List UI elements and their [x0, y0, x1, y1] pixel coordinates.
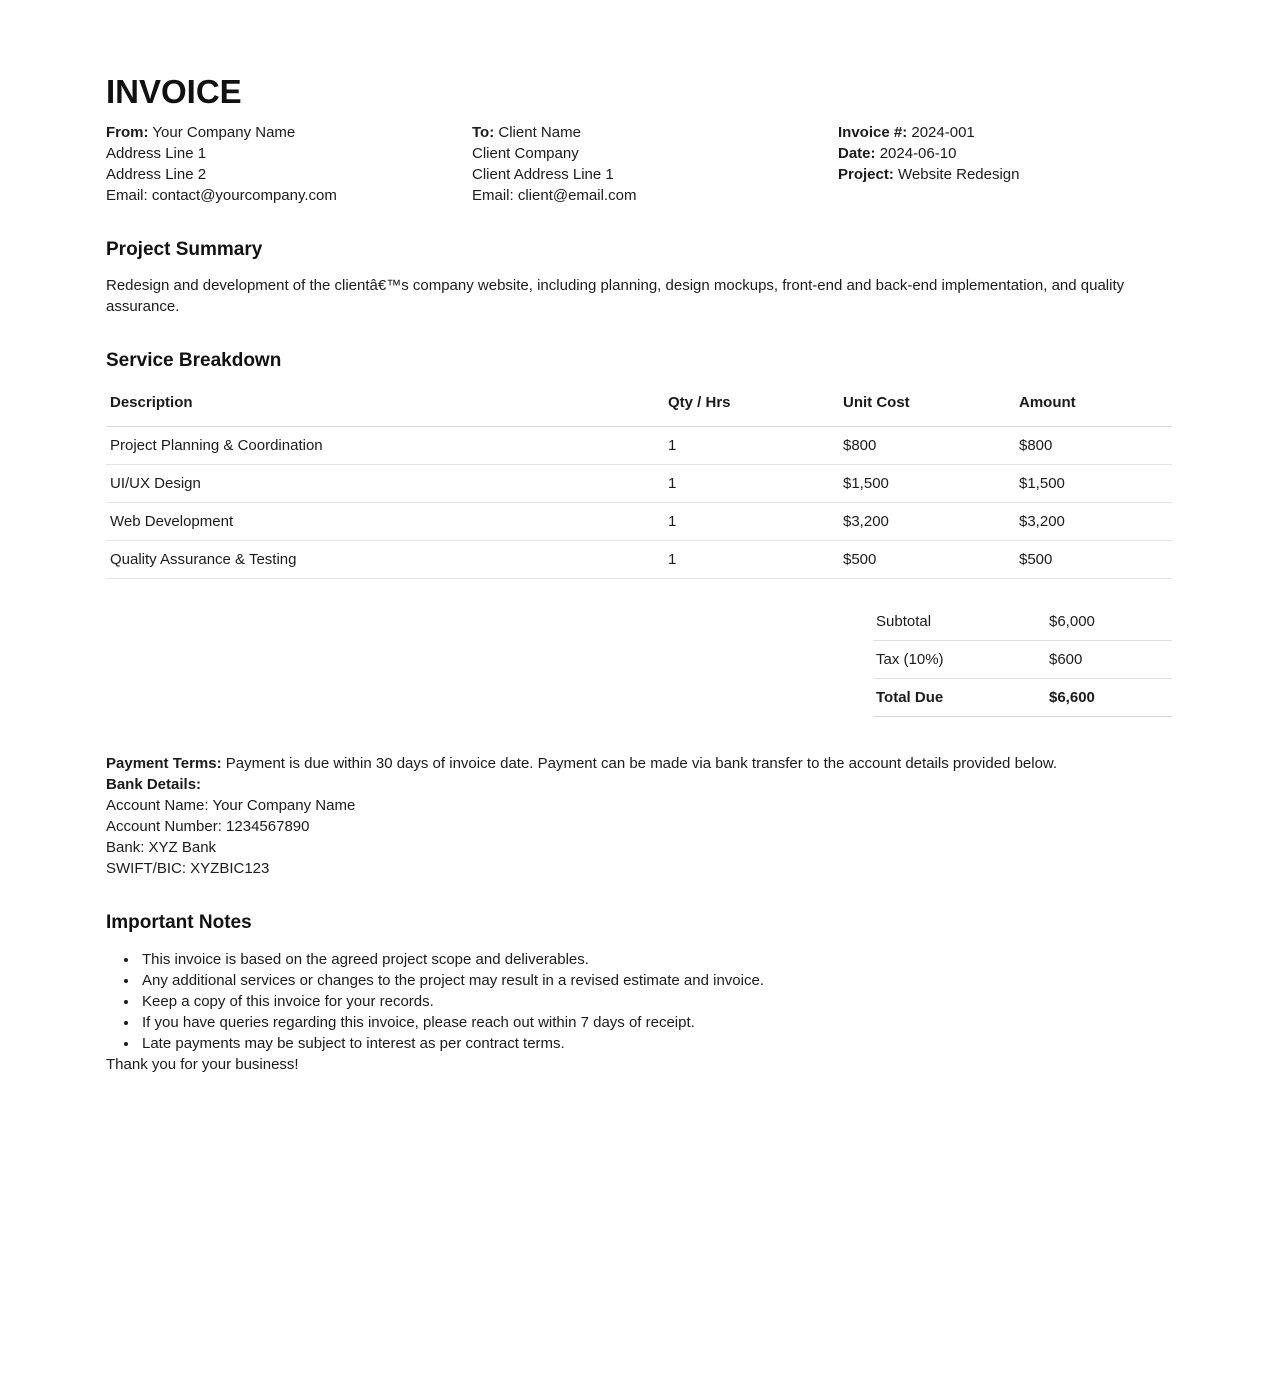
note-item: • Keep a copy of this invoice for your records.: [139, 991, 1172, 1012]
invoice-number-label: Invoice #:: [838, 124, 908, 141]
account-name-line: Account Name: Your Company Name: [106, 797, 356, 814]
from-email: Email: contact@yourcompany.com: [106, 187, 337, 204]
from-address1: Address Line 1: [106, 145, 207, 162]
invoice-document: [106, 74, 1172, 1075]
service-breakdown-table: [106, 388, 1172, 579]
to-label: To:: [472, 124, 495, 141]
from-address2: Address Line 2: [106, 166, 207, 183]
total-due-label: Total Due: [876, 689, 944, 706]
cell-amount: $800: [1015, 427, 1172, 465]
payment-terms-section: [106, 753, 1172, 879]
invoice-date-line: [838, 143, 1172, 164]
note-item: • Late payments may be subject to interest as per contract terms.: [139, 1033, 1172, 1054]
parties-header: [106, 122, 1172, 206]
to-line: [472, 122, 838, 143]
note-item: • Any additional services or changes to the project may result in a revised estimate and invoice.: [139, 970, 1172, 991]
to-address1: Client Address Line 1: [472, 166, 614, 183]
bank-line: Bank: XYZ Bank: [106, 839, 217, 856]
service-breakdown-heading: Service Breakdown: [106, 350, 282, 371]
important-notes-list: [106, 949, 1172, 1054]
to-email: Email: client@email.com: [472, 187, 637, 204]
subtotal-label: Subtotal: [876, 613, 932, 630]
col-header-description: Description: [106, 388, 664, 427]
invoice-meta-block: [838, 122, 1172, 206]
tax-value: $600: [1049, 651, 1083, 668]
invoice-title: INVOICE: [106, 73, 242, 110]
tax-row: [873, 641, 1172, 679]
cell-qty: 1: [664, 541, 839, 579]
closing-line: Thank you for your business!: [106, 1056, 299, 1073]
cell-description: UI/UX Design: [106, 465, 664, 503]
subtotal-row: [873, 603, 1172, 641]
payment-terms-line: [106, 753, 1172, 774]
cell-description: Web Development: [106, 503, 664, 541]
cell-description: Project Planning & Coordination: [106, 427, 664, 465]
col-header-unit-cost: Unit Cost: [839, 388, 1015, 427]
subtotal-value: $6,000: [1049, 613, 1095, 630]
to-name: Client Name: [498, 124, 581, 141]
invoice-project-value: Website Redesign: [898, 166, 1020, 183]
cell-amount: $1,500: [1015, 465, 1172, 503]
from-label: From:: [106, 124, 149, 141]
table-row: [106, 503, 1172, 541]
invoice-project-line: [838, 164, 1172, 185]
cell-unit-cost: $3,200: [839, 503, 1015, 541]
payment-terms-text: Payment is due within 30 days of invoice date. Payment can be made via bank transfer to the account details provided below.: [225, 755, 1058, 772]
important-notes-heading: Important Notes: [106, 912, 252, 933]
cell-unit-cost: $800: [839, 427, 1015, 465]
invoice-date-label: Date:: [838, 145, 876, 162]
total-due-value: $6,600: [1049, 689, 1095, 706]
from-name: Your Company Name: [152, 124, 296, 141]
table-row: [106, 465, 1172, 503]
invoice-number-line: [838, 122, 1172, 143]
cell-unit-cost: $1,500: [839, 465, 1015, 503]
cell-description: Quality Assurance & Testing: [106, 541, 664, 579]
to-block: [472, 122, 838, 206]
totals-section: [873, 603, 1172, 717]
swift-line: SWIFT/BIC: XYZBIC123: [106, 860, 270, 877]
invoice-project-label: Project:: [838, 166, 894, 183]
account-number-line: Account Number: 1234567890: [106, 818, 310, 835]
project-summary-heading: Project Summary: [106, 239, 263, 260]
cell-amount: $3,200: [1015, 503, 1172, 541]
note-item: • If you have queries regarding this invoice, please reach out within 7 days of receipt.: [139, 1012, 1172, 1033]
total-due-row: [873, 679, 1172, 717]
from-line: [106, 122, 472, 143]
payment-terms-label: Payment Terms:: [106, 755, 222, 772]
bank-details-label: Bank Details:: [106, 776, 202, 793]
cell-qty: 1: [664, 503, 839, 541]
note-item: • This invoice is based on the agreed project scope and deliverables.: [139, 949, 1172, 970]
cell-qty: 1: [664, 465, 839, 503]
col-header-qty: Qty / Hrs: [664, 388, 839, 427]
invoice-number-value: 2024-001: [911, 124, 975, 141]
col-header-amount: Amount: [1015, 388, 1172, 427]
to-company: Client Company: [472, 145, 579, 162]
from-block: [106, 122, 472, 206]
cell-amount: $500: [1015, 541, 1172, 579]
project-summary-text: Redesign and development of the clientâ€™s company website, including planning, design mockups, front-end and back-end implementation, and quality assurance.: [106, 277, 1125, 315]
cell-qty: 1: [664, 427, 839, 465]
cell-unit-cost: $500: [839, 541, 1015, 579]
table-row: [106, 427, 1172, 465]
table-row: [106, 541, 1172, 579]
tax-label: Tax (10%): [876, 651, 944, 668]
table-header: [106, 388, 1172, 427]
invoice-date-value: 2024-06-10: [879, 145, 957, 162]
